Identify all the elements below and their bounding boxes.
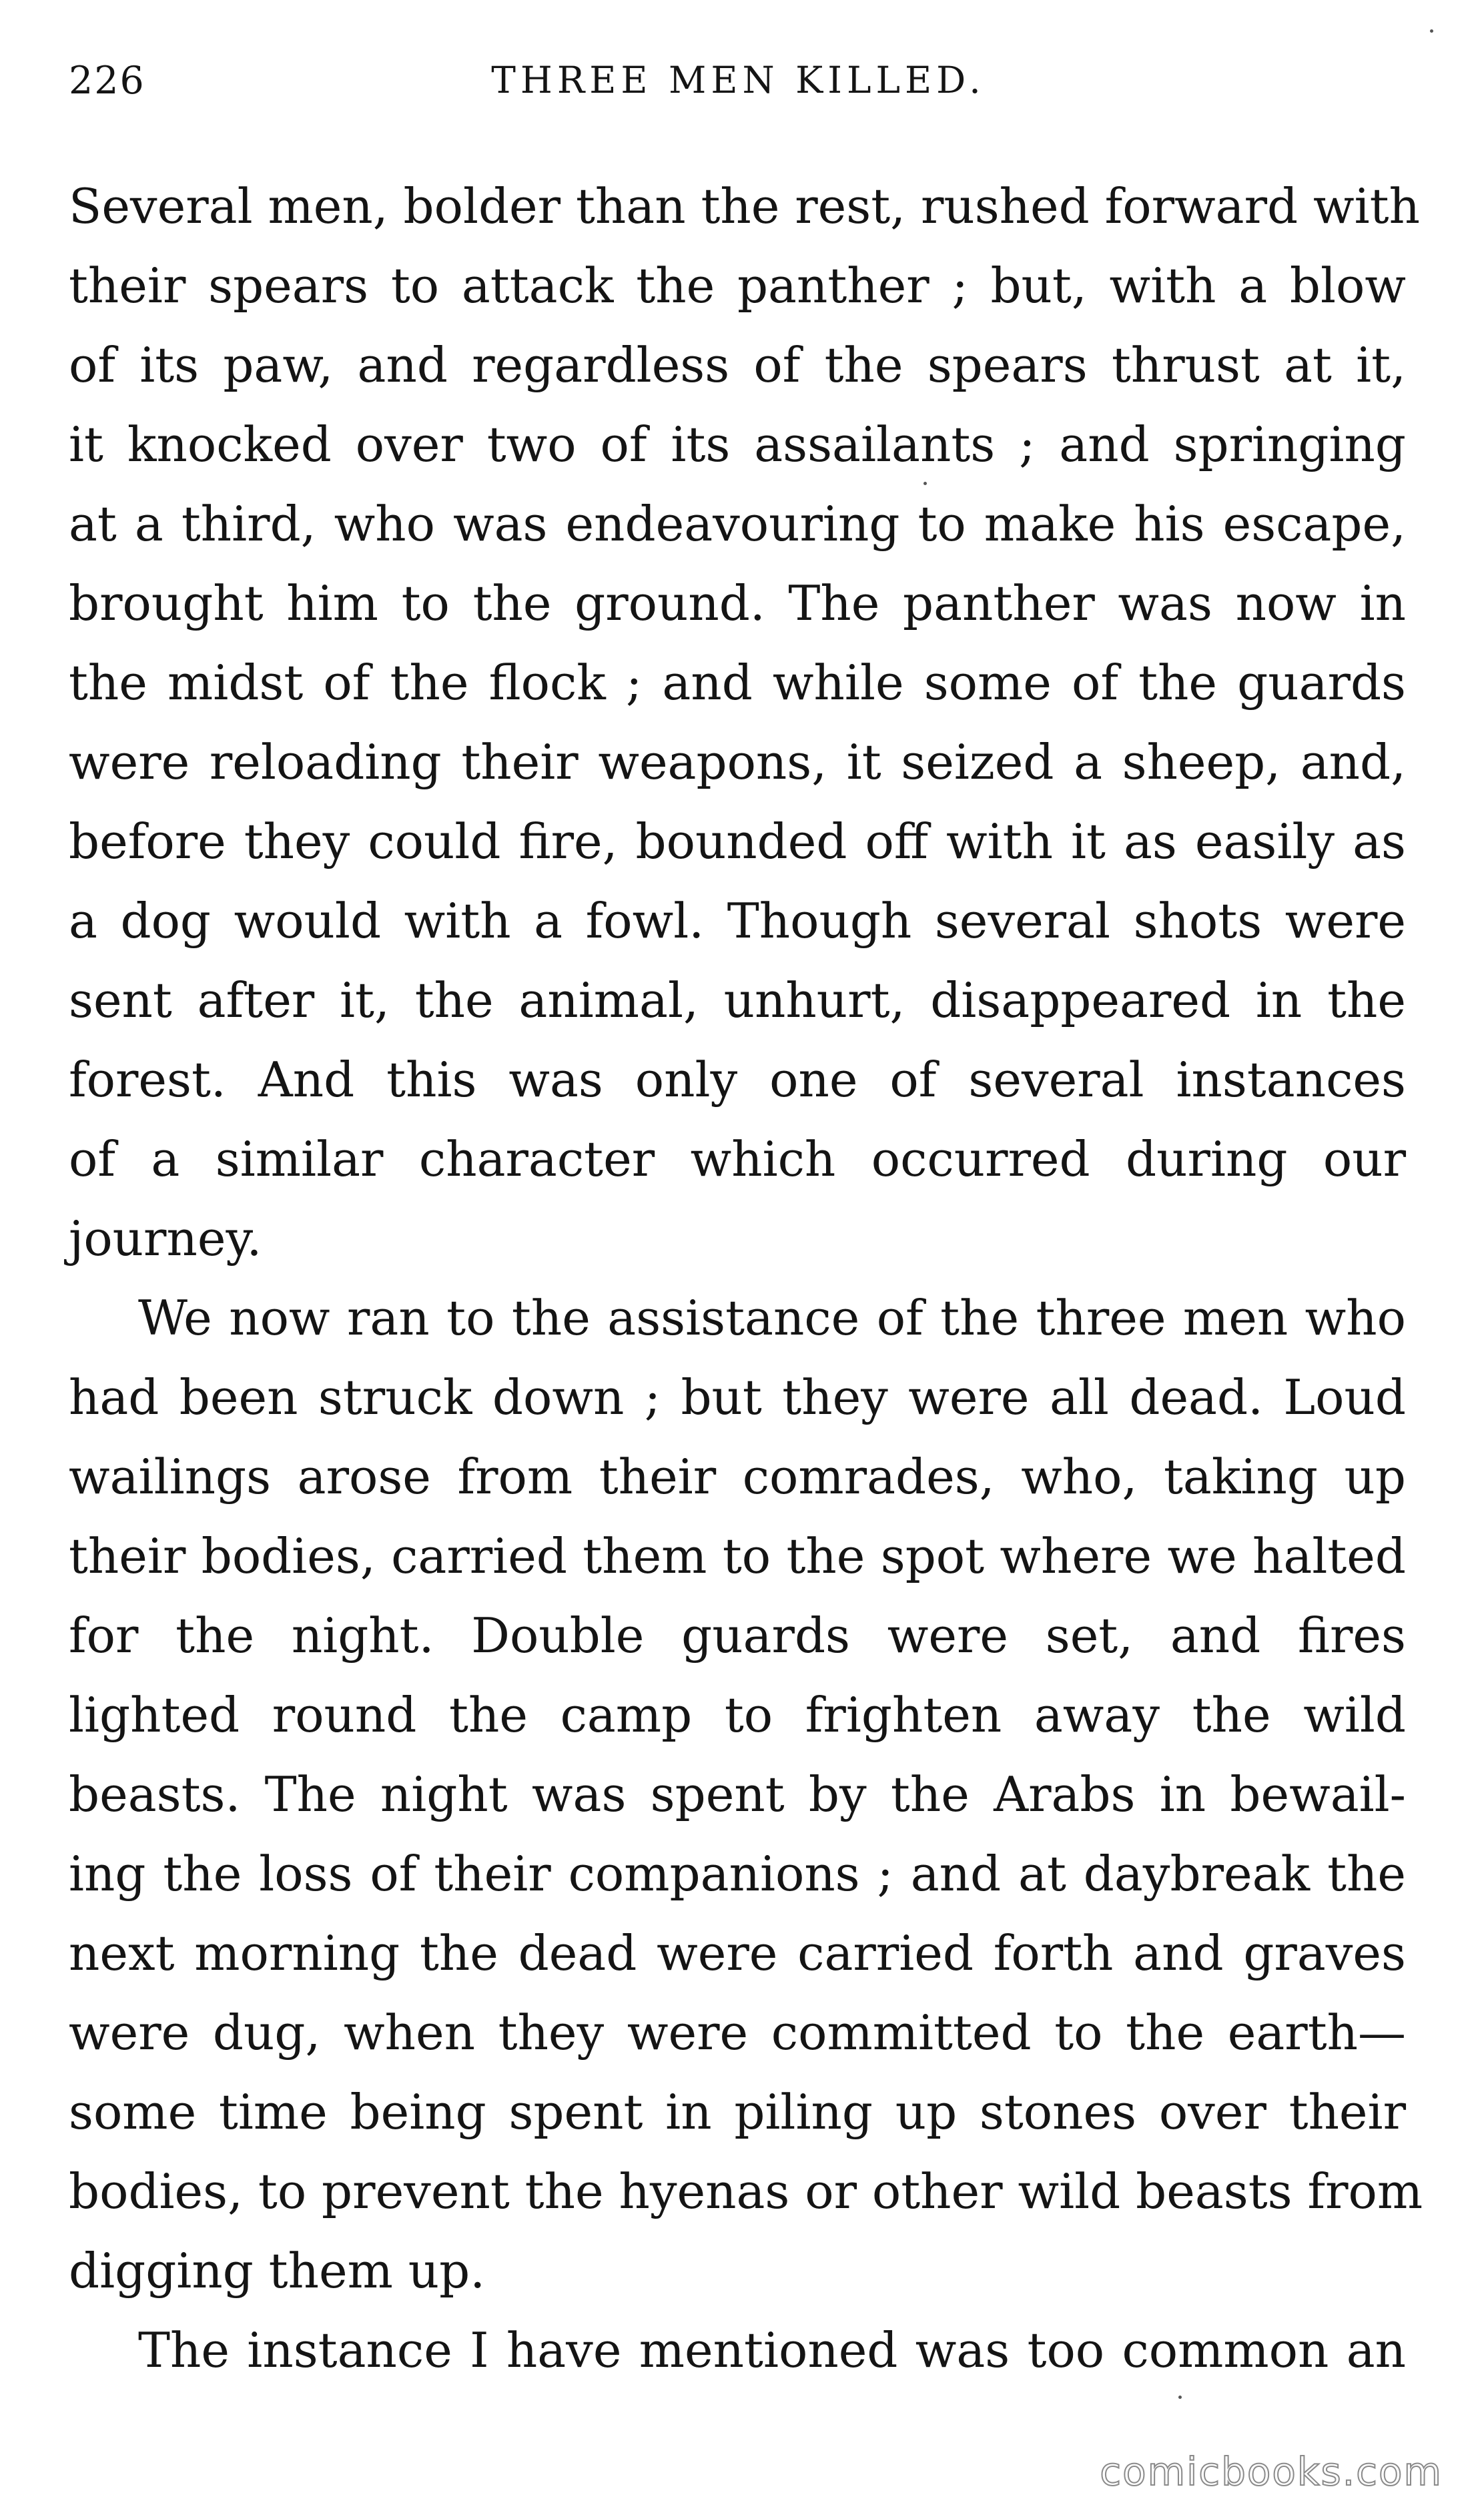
print-speck	[923, 482, 927, 485]
text-line: lighted round the camp to frighten away the wild	[69, 1687, 1406, 1743]
text-line: of a similar character which occurred during our	[69, 1131, 1406, 1187]
text-line: We now ran to the assistance of the three men who	[138, 1290, 1406, 1346]
body-text	[69, 167, 1423, 2390]
text-line: at a third, who was endeavouring to make his escape,	[69, 496, 1406, 552]
text-line: for the night. Double guards were set, and fires	[69, 1607, 1406, 1664]
print-speck	[1178, 2396, 1182, 2399]
text-line: beasts. The night was spent by the Arabs in bewail-	[69, 1766, 1406, 1822]
text-line: the midst of the flock ; and while some of the guards	[69, 655, 1406, 711]
text-line: their bodies, carried them to the spot where we halted	[69, 1528, 1406, 1584]
text-line: ing the loss of their companions ; and at daybreak the	[69, 1846, 1406, 1902]
text-line: it knocked over two of its assailants ; and springing	[69, 416, 1406, 472]
text-line: forest. And this was only one of several instances	[69, 1052, 1406, 1108]
page-number: 226	[69, 59, 145, 103]
text-line: some time being spent in piling up stones over their	[69, 2084, 1406, 2140]
text-line: had been struck down ; but they were all dead. Loud	[69, 1369, 1406, 1425]
text-line: a dog would with a fowl. Though several shots were	[69, 893, 1406, 949]
text-line: sent after it, the animal, unhurt, disappeared in the	[69, 972, 1406, 1028]
text-line: their spears to attack the panther ; but, with a blow	[69, 258, 1406, 314]
page-header	[69, 59, 1408, 119]
text-line: brought him to the ground. The panther was now in	[69, 575, 1406, 631]
text-line: next morning the dead were carried forth and graves	[69, 1925, 1406, 1981]
text-line: before they could fire, bounded off with it as easily as	[69, 813, 1406, 869]
text-line: digging them up.	[69, 2243, 486, 2299]
text-line: Several men, bolder than the rest, rushed forward with	[69, 178, 1420, 234]
text-line: were reloading their weapons, it seized a sheep, and,	[69, 734, 1406, 790]
print-speck	[1430, 29, 1433, 33]
text-line: journey.	[69, 1210, 262, 1267]
text-line: were dug, when they were committed to the earth—	[69, 2005, 1406, 2061]
text-line: bodies, to prevent the hyenas or other wild beasts from	[69, 2163, 1423, 2219]
running-head: THREE MEN KILLED.	[491, 59, 986, 101]
text-line: wailings arose from their comrades, who, taking up	[69, 1449, 1406, 1505]
watermark: comicbooks.com	[1100, 2449, 1443, 2494]
text-line: of its paw, and regardless of the spears thrust at it,	[69, 337, 1406, 393]
text-line: The instance I have mentioned was too common an	[138, 2322, 1406, 2378]
